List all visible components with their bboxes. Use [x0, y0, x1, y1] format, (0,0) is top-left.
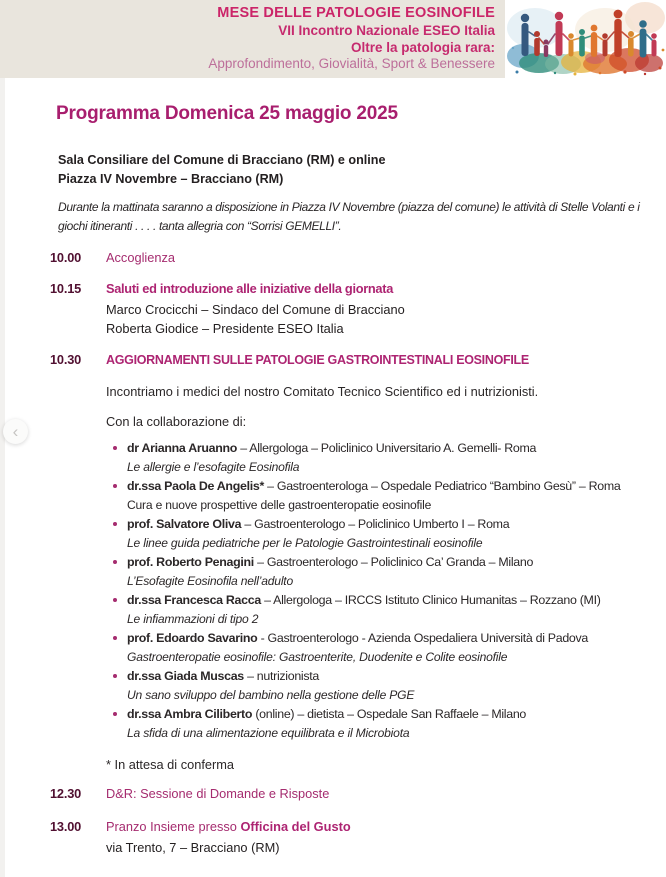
session-intro: Incontriamo i medici del nostro Comitato Tecnico Scientifico ed i nutrizionisti. — [106, 384, 539, 399]
lunch-text: Pranzo Insieme presso — [106, 819, 241, 834]
speaker-role: - Gastroenterologo - Azienda Ospedaliera Università di Padova — [260, 631, 589, 645]
speaker-name: dr.ssa Francesca Racca — [127, 593, 261, 607]
speaker-role: – Allergologa – IRCCS Istituto Clinico Humanitas – Rozzano (MI) — [264, 593, 601, 607]
banner-line-1: MESE DELLE PATOLOGIE EOSINOFILE — [217, 5, 495, 22]
speaker-name-line — [127, 515, 642, 534]
morning-activities-note — [58, 198, 642, 236]
talk-title: La sfida di una alimentazione equilibrata e il Microbiota — [127, 725, 410, 740]
schedule-row-1230 — [50, 785, 642, 803]
note-line-2: giochi itineranti . . . . tanta allegria con “Sorrisi GEMELLI”. — [58, 219, 342, 233]
speaker-name: prof. Edoardo Savarino — [127, 631, 258, 645]
talk-title: Gastroenteropatie eosinofile: Gastroenterite, Duodenite e Colite eosinofile — [127, 649, 508, 664]
event-title: Saluti ed introduzione alle iniziative della giornata — [106, 281, 394, 296]
speaker-name-line — [127, 705, 642, 724]
speaker-role: (online) – dietista – Ospedale San Raffaele – Milano — [255, 707, 527, 721]
speaker-name: dr.ssa Ambra Ciliberto — [127, 707, 253, 721]
schedule-row-1300 — [50, 818, 642, 857]
speaker-name: dr.ssa Paola De Angelis* — [127, 479, 264, 493]
schedule-row-1030 — [50, 351, 642, 369]
speaker-name-line — [127, 667, 642, 686]
carousel-previous-button[interactable] — [3, 419, 28, 444]
time-label: 10.15 — [50, 281, 82, 296]
talk-title: Le infiammazioni di tipo 2 — [127, 611, 259, 626]
event-details — [106, 300, 642, 338]
banner-line-4: Approfondimento, Giovialità, Sport & Benessere — [208, 56, 495, 72]
event-title: AGGIORNAMENTI SULLE PATOLOGIE GASTROINTESTINALI EOSINOFILE — [106, 353, 529, 367]
talk-title: Le allergie e l’esofagite Eosinofila — [127, 459, 300, 474]
venue-block — [58, 151, 642, 189]
speaker-role: – Gastroenterologo – Policlinico Umberto I – Roma — [244, 517, 510, 531]
speaker-name: prof. Roberto Penagini — [127, 555, 254, 569]
list-item — [106, 553, 642, 590]
page-title: Programma Domenica 25 maggio 2025 — [56, 103, 398, 124]
speaker-name-line — [127, 591, 642, 610]
family-watercolor-svg — [505, 0, 666, 78]
time-label: 12.30 — [50, 786, 82, 801]
talk-title: L’Esofagite Eosinofila nell’adulto — [127, 573, 293, 588]
program-document — [0, 103, 666, 857]
speaker-name: dr.ssa Giada Muscas — [127, 669, 244, 683]
speaker-name: prof. Salvatore Oliva — [127, 517, 242, 531]
speaker-line: Roberta Giodice – Presidente ESEO Italia — [106, 321, 344, 336]
speaker-name: dr Arianna Aruanno — [127, 441, 238, 455]
banner-line-2: VII Incontro Nazionale ESEO Italia — [278, 23, 495, 39]
list-item — [106, 591, 642, 628]
time-label: 13.00 — [50, 819, 82, 834]
list-item — [106, 705, 642, 742]
list-item — [106, 515, 642, 552]
venue-line-2: Piazza IV Novembre – Bracciano (RM) — [58, 172, 284, 186]
speakers-list — [106, 439, 642, 742]
speaker-name-line — [127, 629, 642, 648]
time-label: 10.30 — [50, 352, 82, 367]
venue-line-1: Sala Consiliare del Comune di Bracciano (RM) e online — [58, 153, 386, 167]
family-watercolor-artwork — [505, 0, 666, 78]
event-body — [106, 280, 642, 338]
event-title — [106, 818, 642, 836]
speaker-name-line — [127, 439, 642, 458]
list-item — [106, 629, 642, 666]
talk-title: Cura e nuove prospettive delle gastroenteropatie eosinofile — [127, 497, 432, 512]
schedule-row-1015 — [50, 280, 642, 338]
event-title: D&R: Sessione di Domande e Risposte — [106, 786, 330, 801]
carousel-edge-strip — [0, 78, 5, 877]
event-title: Accoglienza — [106, 250, 176, 265]
talk-title: Un sano sviluppo del bambino nella gestione delle PGE — [127, 687, 415, 702]
confirmation-footnote: * In attesa di conferma — [106, 757, 235, 772]
speaker-line: Marco Crocicchi – Sindaco del Comune di Bracciano — [106, 302, 405, 317]
collaboration-label: Con la collaborazione di: — [106, 414, 247, 429]
schedule-row-1000 — [50, 249, 642, 267]
speaker-role: – Gastroenterologa – Ospedale Pediatrico “Bambino Gesù” – Roma — [267, 479, 621, 493]
talk-title: Le linee guida pediatriche per le Patologie Gastrointestinali eosinofile — [127, 535, 483, 550]
banner-text-block — [0, 0, 505, 78]
list-item — [106, 667, 642, 704]
speaker-role: – Gastroenterologo – Policlinico Ca’ Granda – Milano — [257, 555, 534, 569]
restaurant-name: Officina del Gusto — [240, 819, 351, 834]
time-label: 10.00 — [50, 250, 82, 265]
speaker-name-line — [127, 553, 642, 572]
event-body — [106, 818, 642, 857]
list-item — [106, 439, 642, 476]
chevron-left-icon: ‹ — [12, 422, 19, 441]
list-item — [106, 477, 642, 514]
speaker-role: – nutrizionista — [247, 669, 320, 683]
restaurant-address: via Trento, 7 – Bracciano (RM) — [106, 840, 280, 855]
speaker-role: – Allergologa – Policlinico Universitario A. Gemelli- Roma — [240, 441, 537, 455]
speaker-name-line — [127, 477, 642, 496]
note-line-1: Durante la mattinata saranno a disposizione in Piazza IV Novembre (piazza del comune) le attività di Stelle Volanti e i — [58, 200, 640, 214]
banner-line-3: Oltre la patologia rara: — [350, 39, 495, 55]
event-banner — [0, 0, 666, 78]
